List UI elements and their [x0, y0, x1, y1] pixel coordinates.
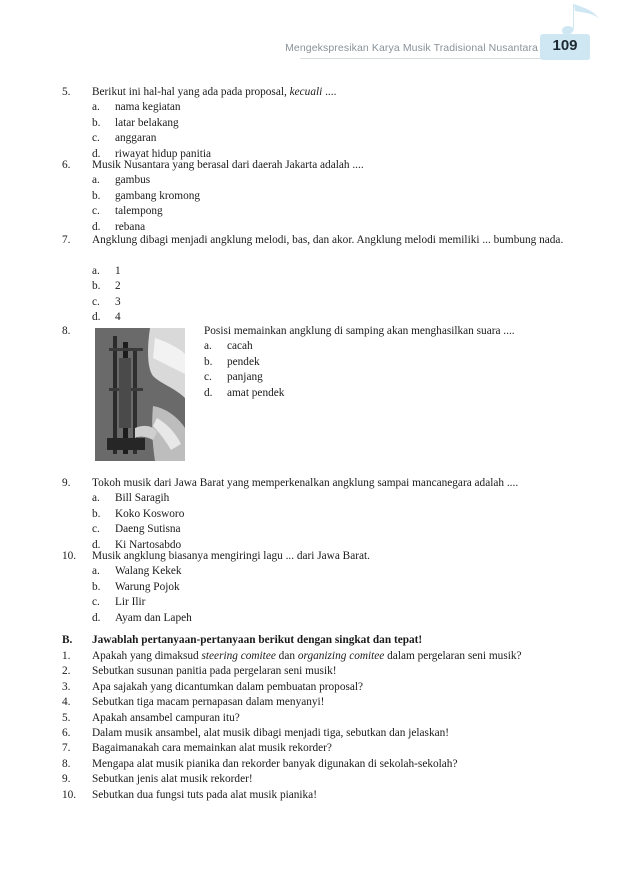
angklung-photo: [95, 328, 185, 461]
question-number: 10.: [62, 550, 77, 562]
section-letter: B.: [62, 634, 73, 646]
question-text: Musik angklung biasanya mengiringi lagu ... dari Jawa Barat.: [92, 550, 370, 562]
page-number: 109: [552, 37, 578, 54]
question-number: 6.: [62, 159, 71, 171]
option-a: a. cacah: [204, 340, 253, 353]
question-number: 8.: [62, 325, 71, 337]
music-note-icon: [560, 2, 620, 38]
option-d: d. amat pendek: [204, 386, 285, 399]
angklung-player-image: [95, 328, 185, 461]
question-number: 5.: [62, 86, 71, 98]
option-c: c. panjang: [204, 371, 263, 384]
question-text: Musik Nusantara yang berasal dari daerah Jakarta adalah ....: [92, 159, 364, 171]
page-header: [0, 0, 638, 80]
question-text: Posisi memainkan angklung di samping akan menghasilkan suara ....: [204, 325, 515, 337]
question-number: 9.: [62, 477, 71, 489]
question-text: Tokoh musik dari Jawa Barat yang memperkenalkan angklung sampai mancanegara adalah ....: [92, 477, 519, 489]
running-title: Mengekspresikan Karya Musik Tradisional Nusantara: [285, 42, 538, 54]
options-8: [204, 339, 515, 401]
essay-text: Apakah yang dimaksud steering comitee dan organizing comitee dalam pergelaran seni musik?: [92, 650, 522, 662]
emphasis: kecuali: [289, 86, 323, 98]
question-text: Berikut ini hal-hal yang ada pada proposal, kecuali ....: [92, 86, 337, 98]
question-number: 7.: [62, 234, 71, 246]
question-8-content: [204, 324, 515, 401]
question-text: Angklung dibagi menjadi angklung melodi, bas, dan akor. Angklung melodi memiliki ... bumbung nada.: [92, 234, 564, 246]
section-title: Jawablah pertanyaan-pertanyaan berikut dengan singkat dan tepat!: [92, 634, 423, 646]
option-b: b. pendek: [204, 355, 260, 368]
